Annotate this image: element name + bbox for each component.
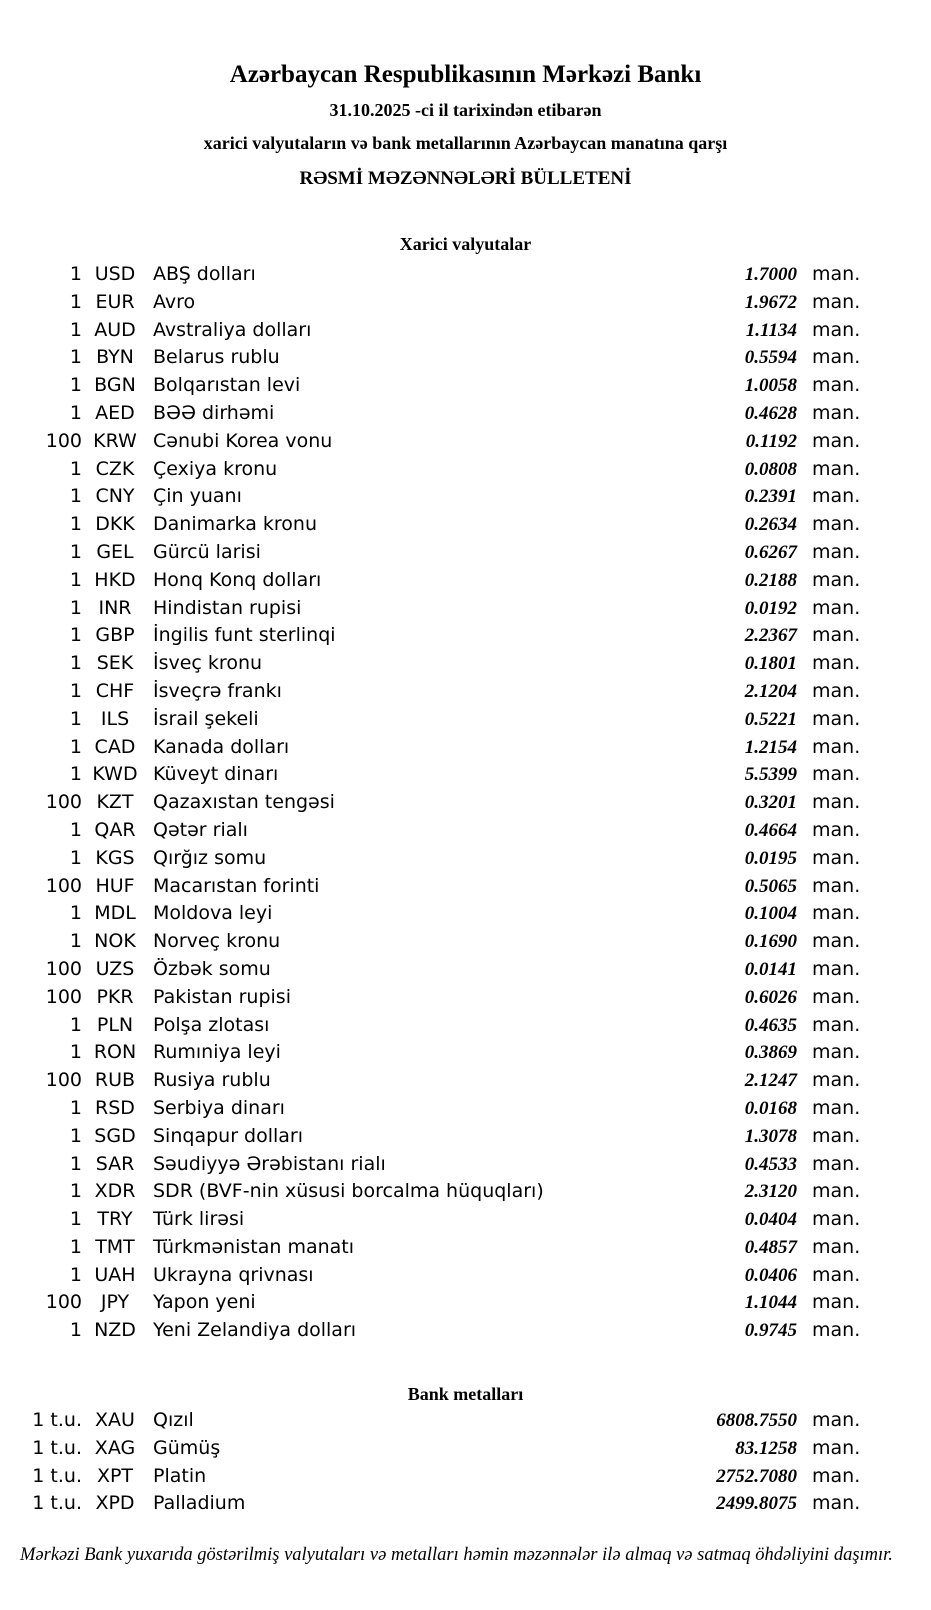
- quantity-cell: 1: [69, 707, 82, 730]
- rate-value-cell: 0.5065: [744, 875, 797, 897]
- currency-code-cell: AED: [95, 401, 135, 424]
- unit-cell: man.: [812, 930, 861, 953]
- currency-row: [0, 761, 861, 789]
- currency-code-cell: SAR: [95, 1152, 135, 1175]
- currency-row: [0, 1262, 861, 1290]
- currency-code-cell: TMT: [95, 1235, 135, 1258]
- rate-value-cell: 0.3869: [744, 1042, 797, 1064]
- currency-name-cell: Belarus rublu: [153, 346, 280, 369]
- rate-value-cell: 2.1204: [744, 680, 797, 702]
- currency-code-cell: HUF: [95, 874, 135, 897]
- currency-code-cell: BYN: [96, 346, 134, 369]
- rate-value-cell: 0.4635: [744, 1014, 797, 1036]
- metal-row: [0, 1490, 861, 1518]
- currency-code-cell: SEK: [96, 652, 134, 675]
- unit-cell: man.: [812, 1263, 861, 1286]
- currency-row: [0, 1317, 861, 1345]
- quantity-cell: 1 t.u.: [32, 1492, 82, 1515]
- rate-value-cell: 0.0141: [744, 958, 797, 980]
- quantity-cell: 1: [69, 763, 82, 786]
- currency-row: [0, 706, 861, 734]
- rate-value-cell: 0.1192: [745, 430, 797, 452]
- metal-row: [0, 1407, 861, 1435]
- currency-row: [0, 289, 861, 317]
- currency-row: [0, 344, 861, 372]
- quantity-cell: 1: [69, 846, 82, 869]
- currency-row: [0, 817, 861, 845]
- currency-code-cell: XAG: [94, 1436, 136, 1459]
- currency-name-cell: Özbək somu: [153, 957, 271, 980]
- currency-name-cell: Qətər rialı: [153, 818, 248, 841]
- unit-cell: man.: [812, 1319, 861, 1342]
- rate-value-cell: 0.4857: [744, 1236, 797, 1258]
- currency-code-cell: CAD: [94, 735, 136, 758]
- rate-value-cell: 1.1134: [745, 319, 797, 341]
- currency-row: [0, 734, 861, 762]
- metals-heading: Bank metalları: [407, 1384, 524, 1405]
- rate-value-cell: 0.4664: [744, 819, 797, 841]
- currency-code-cell: TRY: [97, 1208, 133, 1231]
- unit-cell: man.: [812, 1096, 861, 1119]
- quantity-cell: 1: [69, 568, 82, 591]
- currency-code-cell: KWD: [92, 763, 138, 786]
- currency-code-cell: CZK: [95, 457, 135, 480]
- quantity-cell: 1: [69, 679, 82, 702]
- currency-code-cell: INR: [98, 596, 132, 619]
- currency-name-cell: Avro: [153, 290, 196, 313]
- rate-value-cell: 0.0168: [744, 1097, 797, 1119]
- rate-value-cell: 1.9672: [744, 291, 797, 313]
- currency-row: [0, 900, 861, 928]
- rate-value-cell: 1.7000: [744, 264, 797, 285]
- currency-name-cell: Norveç kronu: [153, 930, 281, 953]
- currency-row: [0, 539, 861, 567]
- currency-name-cell: İsveçrə frankı: [153, 679, 282, 702]
- rate-value-cell: 0.2634: [744, 514, 797, 536]
- currency-row: [0, 483, 861, 511]
- currency-code-cell: KRW: [93, 429, 137, 452]
- currency-name-cell: Çin yuanı: [153, 485, 242, 508]
- unit-cell: man.: [812, 624, 861, 647]
- rate-value-cell: 0.4628: [744, 402, 797, 424]
- quantity-cell: 1: [69, 374, 82, 397]
- currency-row: [0, 428, 861, 456]
- currency-code-cell: XDR: [94, 1180, 136, 1203]
- currency-name-cell: Avstraliya dolları: [153, 318, 312, 341]
- unit-cell: man.: [812, 457, 861, 480]
- currency-name-cell: Palladium: [153, 1492, 246, 1515]
- unit-cell: man.: [812, 957, 861, 980]
- rate-value-cell: 0.3201: [744, 792, 797, 814]
- rate-value-cell: 1.1044: [744, 1292, 797, 1314]
- quantity-cell: 1: [69, 652, 82, 675]
- quantity-cell: 1: [69, 1235, 82, 1258]
- quantity-cell: 1: [69, 1319, 82, 1342]
- quantity-cell: 1: [69, 902, 82, 925]
- currency-code-cell: RON: [93, 1041, 137, 1064]
- currency-row: [0, 1067, 861, 1095]
- currency-row: [0, 1206, 861, 1234]
- unit-cell: man.: [812, 1208, 861, 1231]
- currency-code-cell: UZS: [95, 957, 135, 980]
- unit-cell: man.: [812, 1180, 861, 1203]
- unit-cell: man.: [812, 1291, 861, 1314]
- currency-row: [0, 1289, 861, 1317]
- unit-cell: man.: [812, 707, 861, 730]
- bulletin-header: [0, 62, 931, 190]
- currency-code-cell: EUR: [95, 290, 135, 313]
- rate-value-cell: 5.5399: [744, 764, 797, 786]
- quantity-cell: 1: [69, 930, 82, 953]
- currency-code-cell: QAR: [94, 818, 136, 841]
- currency-code-cell: GEL: [96, 540, 134, 563]
- unit-cell: man.: [812, 791, 861, 814]
- unit-cell: man.: [812, 1124, 861, 1147]
- unit-cell: man.: [812, 1409, 861, 1432]
- currency-name-cell: Polşa zlotası: [153, 1013, 270, 1036]
- currency-name-cell: Moldova leyi: [153, 902, 273, 925]
- bulletin-footer: [0, 1544, 931, 1567]
- unit-cell: man.: [812, 1069, 861, 1092]
- currency-name-cell: İngilis funt sterlinqi: [153, 624, 336, 647]
- rate-value-cell: 0.0195: [744, 847, 797, 869]
- quantity-cell: 1: [69, 1180, 82, 1203]
- currency-row: [0, 1012, 861, 1040]
- quantity-cell: 1: [69, 485, 82, 508]
- effective-date-line: 31.10.2025 -ci il tarixindən etibarən: [329, 100, 602, 120]
- quantity-cell: 100: [45, 874, 82, 897]
- unit-cell: man.: [812, 763, 861, 786]
- currency-code-cell: MDL: [94, 902, 136, 925]
- rate-value-cell: 83.1258: [735, 1437, 797, 1459]
- currency-code-cell: RSD: [95, 1096, 135, 1119]
- unit-cell: man.: [812, 1436, 861, 1459]
- currency-name-cell: İsveç kronu: [153, 652, 263, 675]
- currency-row: [0, 1123, 861, 1151]
- unit-cell: man.: [812, 429, 861, 452]
- quantity-cell: 1: [69, 624, 82, 647]
- currency-name-cell: Qazaxıstan tengəsi: [153, 791, 335, 814]
- currency-row: [0, 567, 861, 595]
- currency-code-cell: XPT: [96, 1464, 134, 1487]
- currency-name-cell: Rusiya rublu: [153, 1069, 271, 1092]
- bank-name-title: Azərbaycan Respublikasının Mərkəzi Bankı: [229, 61, 702, 88]
- quantity-cell: 1: [69, 540, 82, 563]
- currency-name-cell: Yeni Zelandiya dolları: [153, 1319, 357, 1342]
- rate-value-cell: 0.5594: [744, 347, 797, 369]
- currency-row: [0, 400, 861, 428]
- currency-name-cell: Honq Konq dolları: [153, 568, 322, 591]
- metal-row: [0, 1435, 861, 1463]
- currency-name-cell: Danimarka kronu: [153, 513, 318, 536]
- currency-code-cell: USD: [94, 263, 136, 285]
- unit-cell: man.: [812, 846, 861, 869]
- currency-row: [0, 650, 861, 678]
- currency-code-cell: KZT: [96, 791, 134, 814]
- quantity-cell: 1: [69, 318, 82, 341]
- currency-code-cell: NOK: [94, 930, 136, 953]
- currency-name-cell: Qırğız somu: [153, 846, 267, 869]
- currency-name-cell: Türkmənistan manatı: [153, 1235, 355, 1258]
- rate-value-cell: 1.2154: [744, 736, 797, 758]
- unit-cell: man.: [812, 318, 861, 341]
- quantity-cell: 1: [69, 1013, 82, 1036]
- currency-code-cell: SGD: [94, 1124, 136, 1147]
- currency-name-cell: BƏƏ dirhəmi: [153, 401, 275, 424]
- rate-value-cell: 6808.7550: [716, 1410, 797, 1432]
- unit-cell: man.: [812, 735, 861, 758]
- currency-name-cell: Səudiyyə Ərəbistanı rialı: [153, 1152, 386, 1175]
- currency-row: [0, 984, 861, 1012]
- quantity-cell: 1: [69, 1041, 82, 1064]
- currency-code-cell: UAH: [94, 1263, 136, 1286]
- quantity-cell: 100: [45, 985, 82, 1008]
- currency-name-cell: Kanada dolları: [153, 735, 290, 758]
- quantity-cell: 1: [69, 1124, 82, 1147]
- currency-row: [0, 873, 861, 901]
- rate-value-cell: 0.0406: [744, 1264, 797, 1286]
- currency-name-cell: Macarıstan forinti: [153, 874, 320, 897]
- currency-name-cell: Serbiya dinarı: [153, 1096, 285, 1119]
- currency-code-cell: PLN: [96, 1013, 134, 1036]
- currency-row: [0, 1095, 861, 1123]
- currency-name-cell: Rumıniya leyi: [153, 1041, 281, 1064]
- currency-row: [0, 622, 861, 650]
- currency-name-cell: Türk lirəsi: [153, 1208, 245, 1231]
- quantity-cell: 1: [69, 513, 82, 536]
- unit-cell: man.: [812, 1464, 861, 1487]
- currency-code-cell: GBP: [95, 624, 135, 647]
- rate-value-cell: 2.1247: [744, 1070, 797, 1092]
- unit-cell: man.: [812, 513, 861, 536]
- quantity-cell: 1: [69, 596, 82, 619]
- currency-code-cell: JPY: [100, 1291, 130, 1314]
- rate-value-cell: 0.2188: [744, 569, 797, 591]
- currency-name-cell: Gürcü larisi: [153, 540, 261, 563]
- subtitle-line: xarici valyutaların və bank metallarının Azərbaycan manatına qarşı: [203, 133, 728, 153]
- unit-cell: man.: [812, 985, 861, 1008]
- currency-row: [0, 456, 861, 484]
- quantity-cell: 1: [69, 290, 82, 313]
- quantity-cell: 100: [45, 791, 82, 814]
- currency-code-cell: RUB: [94, 1069, 136, 1092]
- unit-cell: man.: [812, 1235, 861, 1258]
- rate-value-cell: 1.0058: [744, 375, 797, 397]
- quantity-cell: 1: [69, 401, 82, 424]
- unit-cell: man.: [812, 1152, 861, 1175]
- currency-name-cell: Qızıl: [153, 1409, 194, 1432]
- quantity-cell: 1 t.u.: [32, 1464, 82, 1487]
- currency-row: [0, 678, 861, 706]
- currency-name-cell: Platin: [153, 1464, 207, 1487]
- quantity-cell: 1: [69, 735, 82, 758]
- quantity-cell: 1: [69, 1208, 82, 1231]
- currency-name-cell: Küveyt dinarı: [153, 763, 279, 786]
- rate-value-cell: 0.6026: [744, 986, 797, 1008]
- currency-row: [0, 956, 861, 984]
- rate-value-cell: 0.1801: [744, 653, 797, 675]
- rate-value-cell: 1.3078: [744, 1125, 797, 1147]
- rate-value-cell: 0.0404: [744, 1209, 797, 1231]
- disclaimer-text: Mərkəzi Bank yuxarıda göstərilmiş valyutaları və metalları həmin məzənnələr ilə almaq və satmaq öhdəliyini daşımır.: [20, 1545, 893, 1566]
- rate-value-cell: 2.2367: [744, 625, 797, 647]
- currency-row: [0, 1151, 861, 1179]
- currency-code-cell: HKD: [94, 568, 136, 591]
- quantity-cell: 1: [69, 1152, 82, 1175]
- currency-code-cell: PKR: [96, 985, 134, 1008]
- currency-row: [0, 1234, 861, 1262]
- currency-code-cell: NZD: [94, 1319, 136, 1342]
- currency-row: [0, 928, 861, 956]
- quantity-cell: 1: [69, 1263, 82, 1286]
- unit-cell: man.: [812, 346, 861, 369]
- quantity-cell: 1: [69, 818, 82, 841]
- currency-code-cell: ILS: [100, 707, 130, 730]
- quantity-cell: 1: [69, 263, 82, 285]
- currency-row: [0, 372, 861, 400]
- currency-code-cell: AUD: [94, 318, 136, 341]
- unit-cell: man.: [812, 374, 861, 397]
- currency-row: [0, 845, 861, 873]
- rate-value-cell: 0.5221: [744, 708, 797, 730]
- currency-name-cell: Gümüş: [153, 1436, 221, 1459]
- unit-cell: man.: [812, 1013, 861, 1036]
- currency-name-cell: SDR (BVF-nin xüsusi borcalma hüquqları): [153, 1180, 544, 1203]
- metal-row: [0, 1463, 861, 1491]
- unit-cell: man.: [812, 568, 861, 591]
- rate-value-cell: 0.0192: [744, 597, 797, 619]
- currency-name-cell: Pakistan rupisi: [153, 985, 291, 1008]
- currency-name-cell: Sinqapur dolları: [153, 1124, 304, 1147]
- currency-code-cell: BGN: [94, 374, 136, 397]
- currency-code-cell: KGS: [95, 846, 135, 869]
- unit-cell: man.: [812, 1041, 861, 1064]
- quantity-cell: 100: [45, 1069, 82, 1092]
- bulletin-title: RƏSMİ MƏZƏNNƏLƏRİ BÜLLETENİ: [299, 168, 632, 189]
- currency-row: [0, 1039, 861, 1067]
- unit-cell: man.: [812, 902, 861, 925]
- rate-value-cell: 0.2391: [744, 486, 797, 508]
- currency-name-cell: Çexiya kronu: [153, 457, 278, 480]
- quantity-cell: 100: [45, 1291, 82, 1314]
- quantity-cell: 1 t.u.: [32, 1409, 82, 1432]
- currency-name-cell: Ukrayna qrivnası: [153, 1263, 314, 1286]
- currency-name-cell: Cənubi Korea vonu: [153, 429, 333, 452]
- rate-value-cell: 2752.7080: [716, 1465, 797, 1487]
- quantity-cell: 1: [69, 1096, 82, 1119]
- unit-cell: man.: [812, 679, 861, 702]
- unit-cell: man.: [812, 401, 861, 424]
- unit-cell: man.: [812, 652, 861, 675]
- rate-value-cell: 0.0808: [744, 458, 797, 480]
- quantity-cell: 100: [45, 957, 82, 980]
- currency-row: [0, 1178, 861, 1206]
- rate-value-cell: 0.4533: [744, 1153, 797, 1175]
- currency-row: [0, 511, 861, 539]
- rate-value-cell: 0.1004: [744, 903, 797, 925]
- currency-name-cell: İsrail şekeli: [153, 707, 259, 730]
- unit-cell: man.: [812, 874, 861, 897]
- quantity-cell: 1: [69, 457, 82, 480]
- currency-code-cell: DKK: [95, 513, 135, 536]
- currency-code-cell: CHF: [95, 679, 135, 702]
- currencies-table: [0, 261, 931, 1345]
- currency-row: [0, 595, 861, 623]
- currency-name-cell: Bolqarıstan levi: [153, 374, 301, 397]
- currency-row: [0, 261, 861, 289]
- unit-cell: man.: [812, 263, 861, 285]
- rate-value-cell: 2.3120: [744, 1181, 797, 1203]
- currency-name-cell: Yapon yeni: [153, 1291, 256, 1314]
- currency-code-cell: XAU: [95, 1409, 135, 1432]
- currency-code-cell: XPD: [95, 1492, 135, 1515]
- rate-value-cell: 0.6267: [744, 541, 797, 563]
- currency-row: [0, 317, 861, 345]
- quantity-cell: 1 t.u.: [32, 1436, 82, 1459]
- currencies-section: [0, 233, 931, 1345]
- currency-name-cell: Hindistan rupisi: [153, 596, 302, 619]
- unit-cell: man.: [812, 596, 861, 619]
- rate-value-cell: 0.1690: [744, 931, 797, 953]
- unit-cell: man.: [812, 1492, 861, 1515]
- currency-name-cell: ABŞ dolları: [153, 263, 256, 285]
- quantity-cell: 1: [69, 346, 82, 369]
- metals-section: [0, 1383, 931, 1518]
- unit-cell: man.: [812, 818, 861, 841]
- rate-value-cell: 2499.8075: [716, 1493, 797, 1515]
- unit-cell: man.: [812, 290, 861, 313]
- currencies-heading: Xarici valyutalar: [399, 234, 532, 254]
- unit-cell: man.: [812, 540, 861, 563]
- unit-cell: man.: [812, 485, 861, 508]
- rate-value-cell: 0.9745: [744, 1320, 797, 1342]
- metals-table: [0, 1407, 931, 1518]
- currency-code-cell: CNY: [95, 485, 135, 508]
- currency-row: [0, 789, 861, 817]
- quantity-cell: 100: [45, 429, 82, 452]
